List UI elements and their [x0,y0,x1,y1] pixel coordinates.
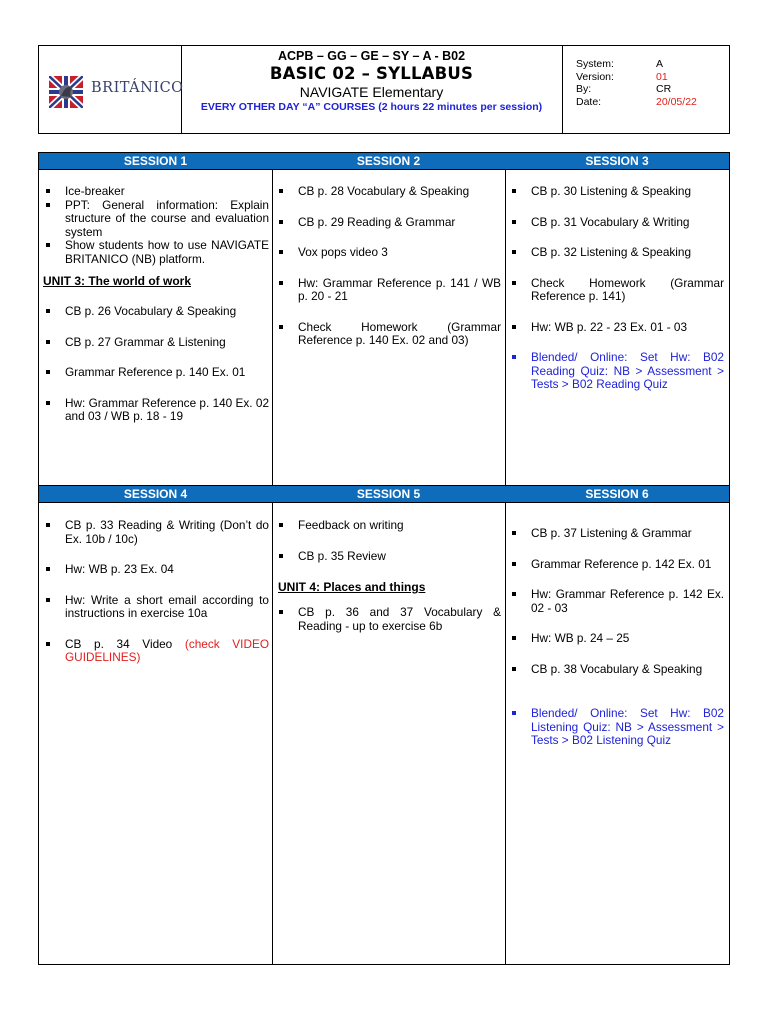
title-cell [181,46,563,133]
session-1-intro-list [43,185,269,266]
list-item: Hw: Grammar Reference p. 141 / WB p. 20 - 21 [276,277,501,304]
session-2-content [276,185,501,348]
meta-cell [562,46,729,133]
list-item: CB p. 29 Reading & Grammar [276,216,501,230]
list-item: Check Homework (Grammar Reference p. 140 Ex. 02 and 03) [276,321,501,348]
video-guidelines-note: (check VIDEO GUIDELINES) [65,636,270,664]
list-item: CB p. 28 Vocabulary & Speaking [276,185,501,199]
unit-heading: UNIT 4: Places and things [278,580,426,594]
document-header [38,45,730,134]
meta-value: A [656,58,664,70]
sessions-table [38,152,730,965]
list-item: Hw: WB p. 24 – 25 [509,632,724,646]
row-divider [39,169,729,170]
list-item: Feedback on writing [276,519,501,533]
sessions-row-2-header [39,486,729,502]
meta-table [576,58,697,108]
logo-text: BRITÁNICO [91,80,184,96]
list-item: CB p. 36 and 37 Vocabulary & Reading - up to exercise 6b [276,606,501,633]
session-5-list [276,519,501,563]
document-title: BASIC 02 – SYLLABUS [269,64,474,83]
list-item: Hw: WB p. 23 Ex. 04 [43,563,269,577]
meta-value: 01 [656,70,668,83]
meta-label: By: [576,83,592,95]
session-1-title: SESSION 1 [123,154,188,168]
session-4-list [43,519,269,665]
meta-label: Version: [576,70,614,83]
list-item: Hw: Grammar Reference p. 142 Ex. 02 - 03 [509,588,724,615]
meta-row-date [576,96,697,109]
session-3-content [509,185,724,392]
list-item: CB p. 38 Vocabulary & Speaking [509,663,724,677]
session-6-list [509,527,724,748]
list-item [43,638,269,665]
sessions-row-1-header [39,153,729,169]
session-1-list [43,305,269,424]
column-divider [505,153,506,964]
meta-row-version [576,71,697,84]
list-item-blended: Blended/ Online: Set Hw: B02 Reading Quiz: NB > Assessment > Tests > B02 Reading Quiz [509,351,724,392]
session-3-list [509,185,724,392]
session-1-content [43,185,269,424]
list-item: CB p. 37 Listening & Grammar [509,527,724,541]
session-4-content [43,519,269,665]
meta-value: CR [656,83,672,95]
session-3-title: SESSION 3 [585,154,649,168]
list-item: CB p. 33 Reading & Writing (Don’t do Ex. 10b / 10c) [43,519,269,546]
list-item: Check Homework (Grammar Reference p. 141) [509,277,724,304]
unit-heading: UNIT 3: The world of work [43,274,192,288]
meta-label: System: [576,58,614,70]
meta-value: 20/05/22 [656,95,697,108]
list-item: CB p. 30 Listening & Speaking [509,185,724,199]
list-item: Grammar Reference p. 142 Ex. 01 [509,558,724,572]
column-divider [272,153,273,964]
list-item: Vox pops video 3 [276,246,501,260]
list-item: CB p. 32 Listening & Speaking [509,246,724,260]
meta-row-system [576,58,697,71]
meta-row-by [576,83,697,96]
list-item: CB p. 26 Vocabulary & Speaking [43,305,269,319]
list-item: CB p. 27 Grammar & Listening [43,336,269,350]
list-item: Hw: Grammar Reference p. 140 Ex. 02 and 03 / WB p. 18 - 19 [43,397,269,424]
list-item: CB p. 31 Vocabulary & Writing [509,216,724,230]
session-5-content [276,519,501,633]
list-item: PPT: General information: Explain structure of the course and evaluation system [43,199,269,240]
meta-label: Date: [576,95,602,108]
list-item-blended: Blended/ Online: Set Hw: B02 Listening Quiz: NB > Assessment > Tests > B02 Listening Quiz [509,707,724,748]
logo-cell [39,46,182,133]
list-item: Hw: WB p. 22 - 23 Ex. 01 - 03 [509,321,724,335]
session-5-unit-list [276,606,501,633]
list-item: Hw: Write a short email according to instructions in exercise 10a [43,594,269,621]
session-5-title: SESSION 5 [356,487,421,501]
session-2-list [276,185,501,348]
list-item: Ice-breaker [43,185,269,199]
list-item: Grammar Reference p. 140 Ex. 01 [43,366,269,380]
session-4-title: SESSION 4 [123,487,188,501]
britanico-logo-icon [49,76,83,108]
session-6-content [509,527,724,748]
session-2-title: SESSION 2 [356,154,421,168]
course-name: NAVIGATE Elementary [299,84,444,100]
row-divider [39,502,729,503]
list-item: Show students how to use NAVIGATE BRITANICO (NB) platform. [43,239,269,266]
document-code: ACPB – GG – GE – SY – A - B02 [277,49,466,63]
schedule-note: EVERY OTHER DAY “A” COURSES (2 hours 22 minutes per session) [200,101,543,113]
session-6-title: SESSION 6 [585,487,649,501]
video-item: CB p. 34 Video [65,636,173,651]
list-item: CB p. 35 Review [276,550,501,564]
